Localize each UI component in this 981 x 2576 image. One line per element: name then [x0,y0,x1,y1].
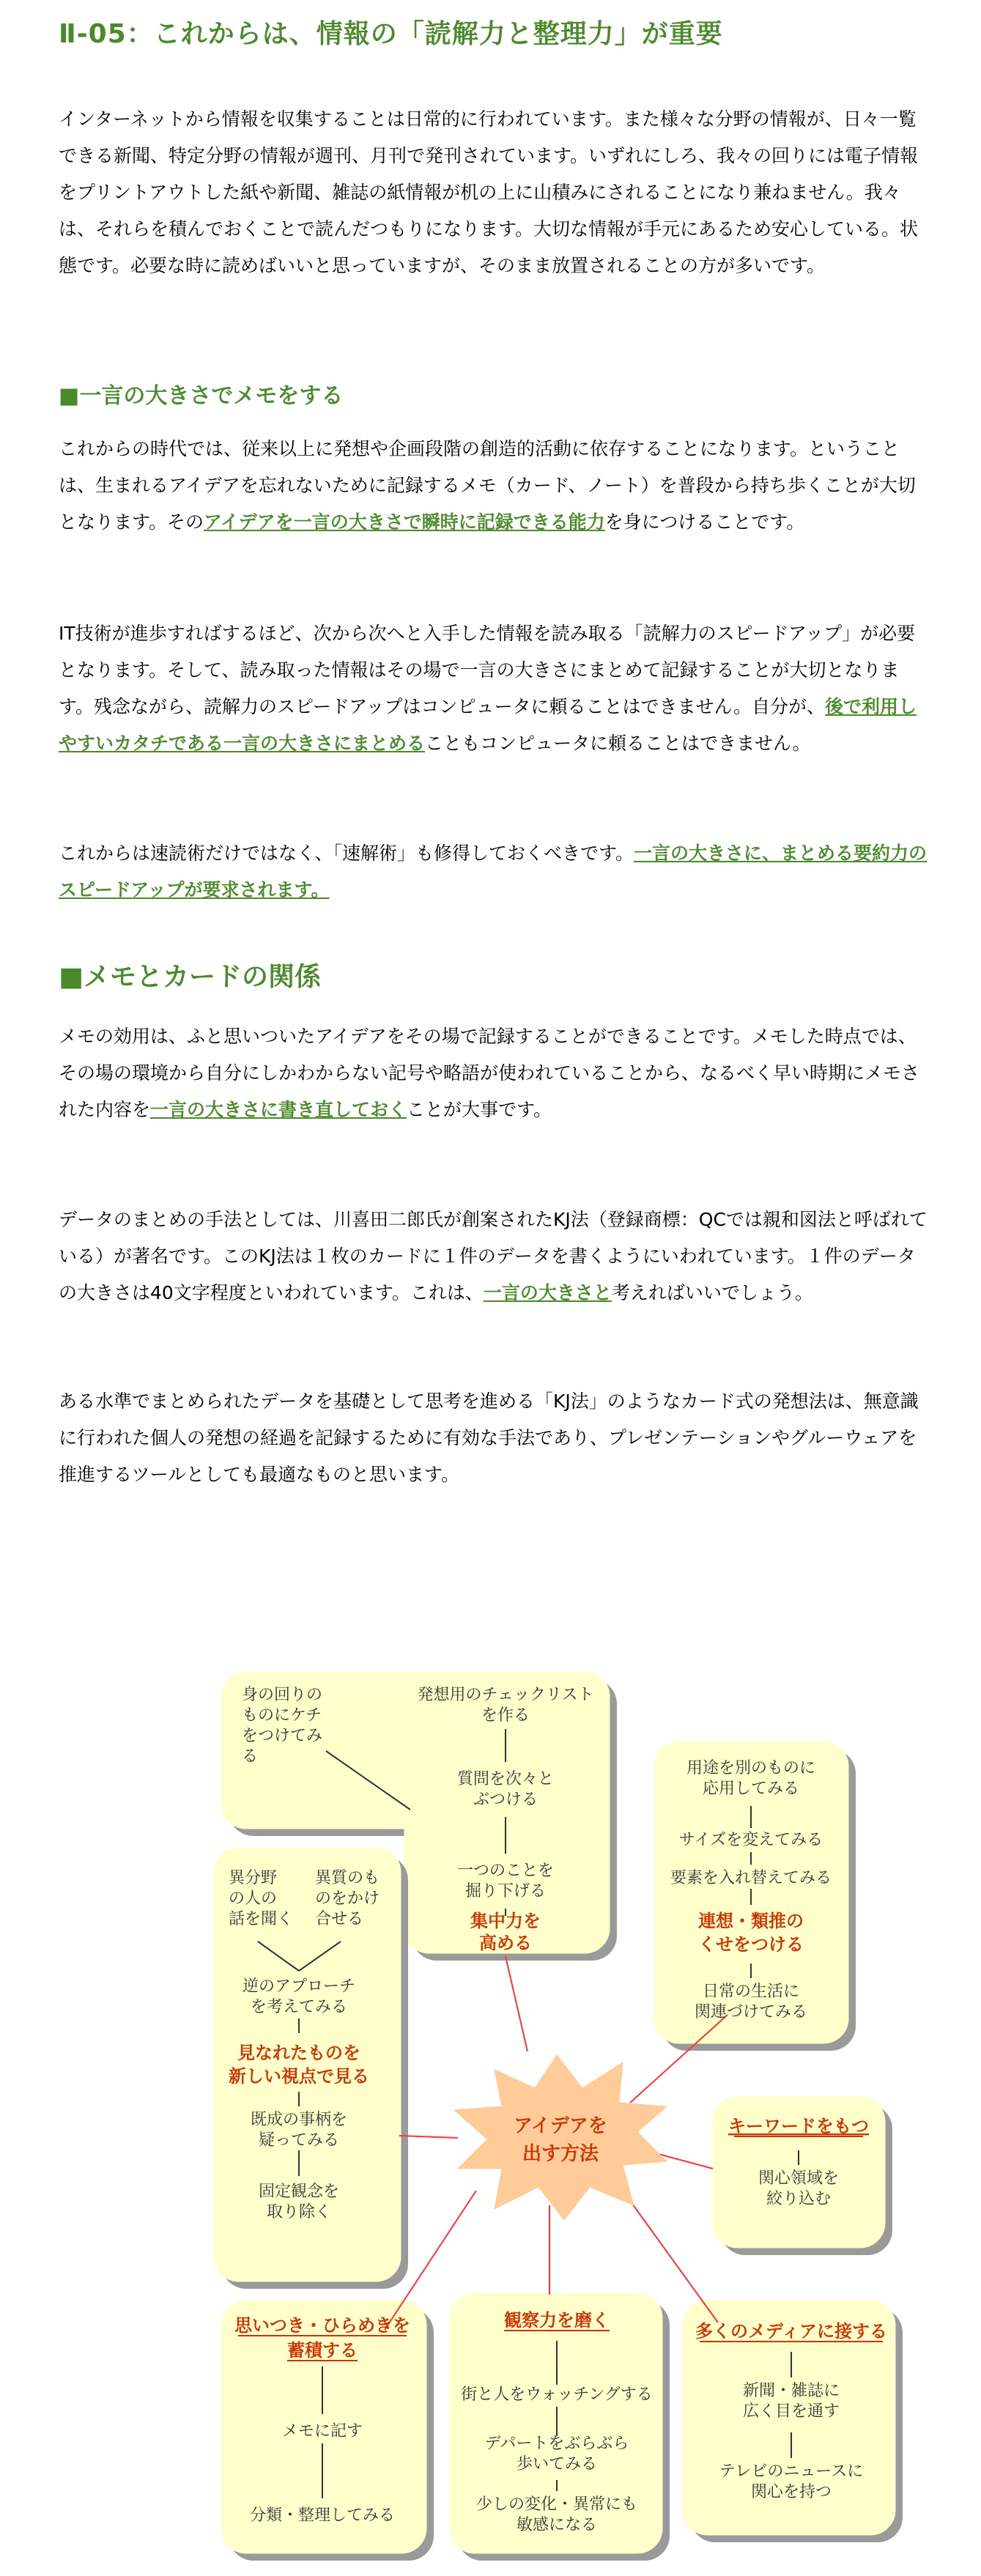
section2-paragraph-1 [59,1018,930,1128]
emphasis-link: 後で利用しやすいカタチである一言の大きさにまとめる [59,696,917,754]
keyword-heading: キーワードをもつ [728,2116,869,2136]
concentration-checklist-1: 発想用のチェックリスト [417,1686,594,1704]
association-item-3: 要素を入れ替えてみる [670,1869,832,1887]
viewpoint-top-left-3: 話を聞く [229,1910,294,1928]
text: IT技術が進歩すればするほど、次から次へと入手した情報を読み取る「読解力のスピードアップ」が必要となります。そして、読み取った情報はその場で一言の大きさにまとめて記録することが大切となります。残念ながら、読解力のスピードアップはコンピュータに頼ることはできません。自分が、 [59,623,916,717]
text: ことが大事です。 [407,1099,552,1120]
concentration-questions-1: 質問を次々と [456,1770,555,1788]
viewpoint-top-left-2: の人の [229,1890,278,1908]
center-line-2: 出す方法 [522,2143,599,2165]
concentration-left-3: をつけてみ [242,1727,323,1745]
viewpoint-after-1b: 疑ってみる [258,2131,340,2150]
viewpoint-approach-1: 逆のアプローチ [242,1977,356,1996]
text: を身につけることです。 [604,511,805,533]
inspiration-heading-2: 蓄積する [287,2340,358,2361]
page-title: Ⅱ-05：これからは、情報の「読解力と整理力」が重要 [59,19,723,49]
emphasis-link: アイデアを一言の大きさで瞬時に記録できる能力 [204,511,605,533]
viewpoint-top-right-2: のをかけ [315,1890,380,1908]
viewpoint-heading-1: 見なれたものを [237,2043,360,2063]
observation-heading: 観察力を磨く [504,2310,610,2331]
concentration-heading-1: 集中力を [470,1911,541,1931]
media-item-1a: 新聞・雑誌に [742,2382,840,2400]
viewpoint-top-right-3: 合せる [315,1910,364,1928]
viewpoint-top-left-1: 異分野 [229,1869,278,1887]
section2-paragraph-2 [59,1202,930,1311]
association-item-1a: 用途を別のものに [686,1759,816,1777]
text: これからは速読術だけではなく、「速解術」も修得しておくべきです。 [59,843,634,864]
observation-item-2a: デパートをぶらぶら [484,2435,629,2453]
association-heading-1: 連想・類推の [698,1911,804,1931]
observation-item-1: 街と人をウォッチングする [461,2386,653,2404]
viewpoint-after-2a: 固定観念を [258,2183,340,2201]
association-item-1b: 応用してみる [702,1780,800,1798]
text: データのまとめの手法としては、川喜田二郎氏が創案されたKJ法（登録商標：QCでは親和図法と呼ばれている）が著名です。このKJ法は１枚のカードに１件のデータを書くようにいわれています。１件のデータの大きさは40文字程度といわれています。これは、 [59,1209,928,1303]
emphasis-link: 一言の大きさに、まとめる要約力のスピードアップが要求されます。 [59,843,928,900]
viewpoint-approach-2: を考えてみる [250,1998,348,2016]
emphasis-link: 一言の大きさと [483,1282,612,1303]
keyword-item-2: 絞り込む [766,2190,832,2208]
observation-item-3b: 敏感になる [516,2516,598,2534]
concentration-heading-2: 高める [479,1933,532,1953]
media-item-2b: 関心を持つ [750,2483,832,2501]
viewpoint-heading-2: 新しい視点で見る [229,2066,369,2087]
center-line-1: アイデアを [514,2115,607,2137]
text: 考えればいいでしょう。 [611,1282,813,1303]
viewpoint-after-1a: 既成の事柄を [250,2111,348,2129]
section2-paragraph-3: ある水準でまとめられたデータを基礎として思考を進める「KJ法」のようなカード式の発想法は、無意識に行われた個人の発想の経過を記録するために有効な手法であり、プレゼンテーションやグルーウェアを推進するツールとしても最適なものと思います。 [59,1391,919,1485]
association-heading-2: くせをつける [698,1934,804,1955]
association-after-1: 日常の生活に [702,1983,800,2001]
viewpoint-top-right-1: 異質のも [315,1869,380,1887]
idea-methods-diagram [212,1663,908,2572]
concentration-left-2: ものにケチ [242,1706,322,1725]
text: メモの効用は、ふと思いついたアイデアをその場で記録することができることです。メモした時点では、その場の環境から自分にしかわからない記号や略語が使われていることから、なるべく早い時期にメモされた内容を [59,1026,920,1120]
section-heading-memo-card: ■メモとカードの関係 [59,962,322,992]
keyword-item-1: 関心領域を [758,2169,840,2188]
text: こともコンピュータに頼ることはできません。 [425,733,811,754]
section1-paragraph-2 [59,615,930,762]
media-item-2a: テレビのニュースに [719,2462,864,2481]
inspiration-heading-1: 思いつき・ひらめきを [234,2315,410,2336]
section-heading-memo: ■一言の大きさでメモをする [59,383,344,409]
text: これからの時代では、従来以上に発想や企画段階の創造的活動に依存することになります。ということは、生まれるアイデアを忘れないために記録するメモ（カード、ノート）を普段から持ち歩くことが大切となります。その [59,438,916,533]
viewpoint-after-2b: 取り除く [266,2203,332,2221]
media-heading: 多くのメディアに接する [695,2321,888,2342]
inspiration-item-1: メモに記す [281,2422,363,2440]
inspiration-item-2: 分類・整理してみる [249,2506,396,2525]
association-item-2: サイズを変えてみる [678,1831,823,1849]
emphasis-link: 一言の大きさに書き直しておく [150,1099,407,1120]
observation-item-2b: 歩いてみる [516,2455,598,2473]
association-after-2: 関連づけてみる [694,2003,808,2021]
section1-paragraph-1 [59,431,930,541]
concentration-left-1: 身の回りの [242,1686,323,1704]
intro-paragraph: インターネットから情報を収集することは日常的に行われています。また様々な分野の情報が、日々一覧できる新聞、特定分野の情報が週刊、月刊で発刊されています。いずれにしろ、我々の回りには電子情報をプリントアウトした紙や新聞、雑誌の紙情報が机の上に山積みにされることになり兼ねません。我々は、それらを積んでおくことで読んだつもりになります。大切な情報が手元にあるため安心している。状態です。必要な時に読めばいいと思っていますが、そのまま放置されることの方が多いです。 [59,108,919,276]
observation-item-3a: 少しの変化・異常にも [475,2495,638,2514]
media-item-1b: 広く目を通す [742,2402,840,2421]
concentration-questions-2: ぶつける [473,1791,538,1809]
concentration-left-4: る [242,1747,259,1766]
concentration-checklist-2: を作る [481,1706,530,1725]
concentration-dig-1: 一つのことを [456,1862,555,1880]
center-starburst [454,2055,667,2220]
concentration-dig-2: 掘り下げる [464,1882,547,1900]
section1-paragraph-3 [59,835,930,908]
